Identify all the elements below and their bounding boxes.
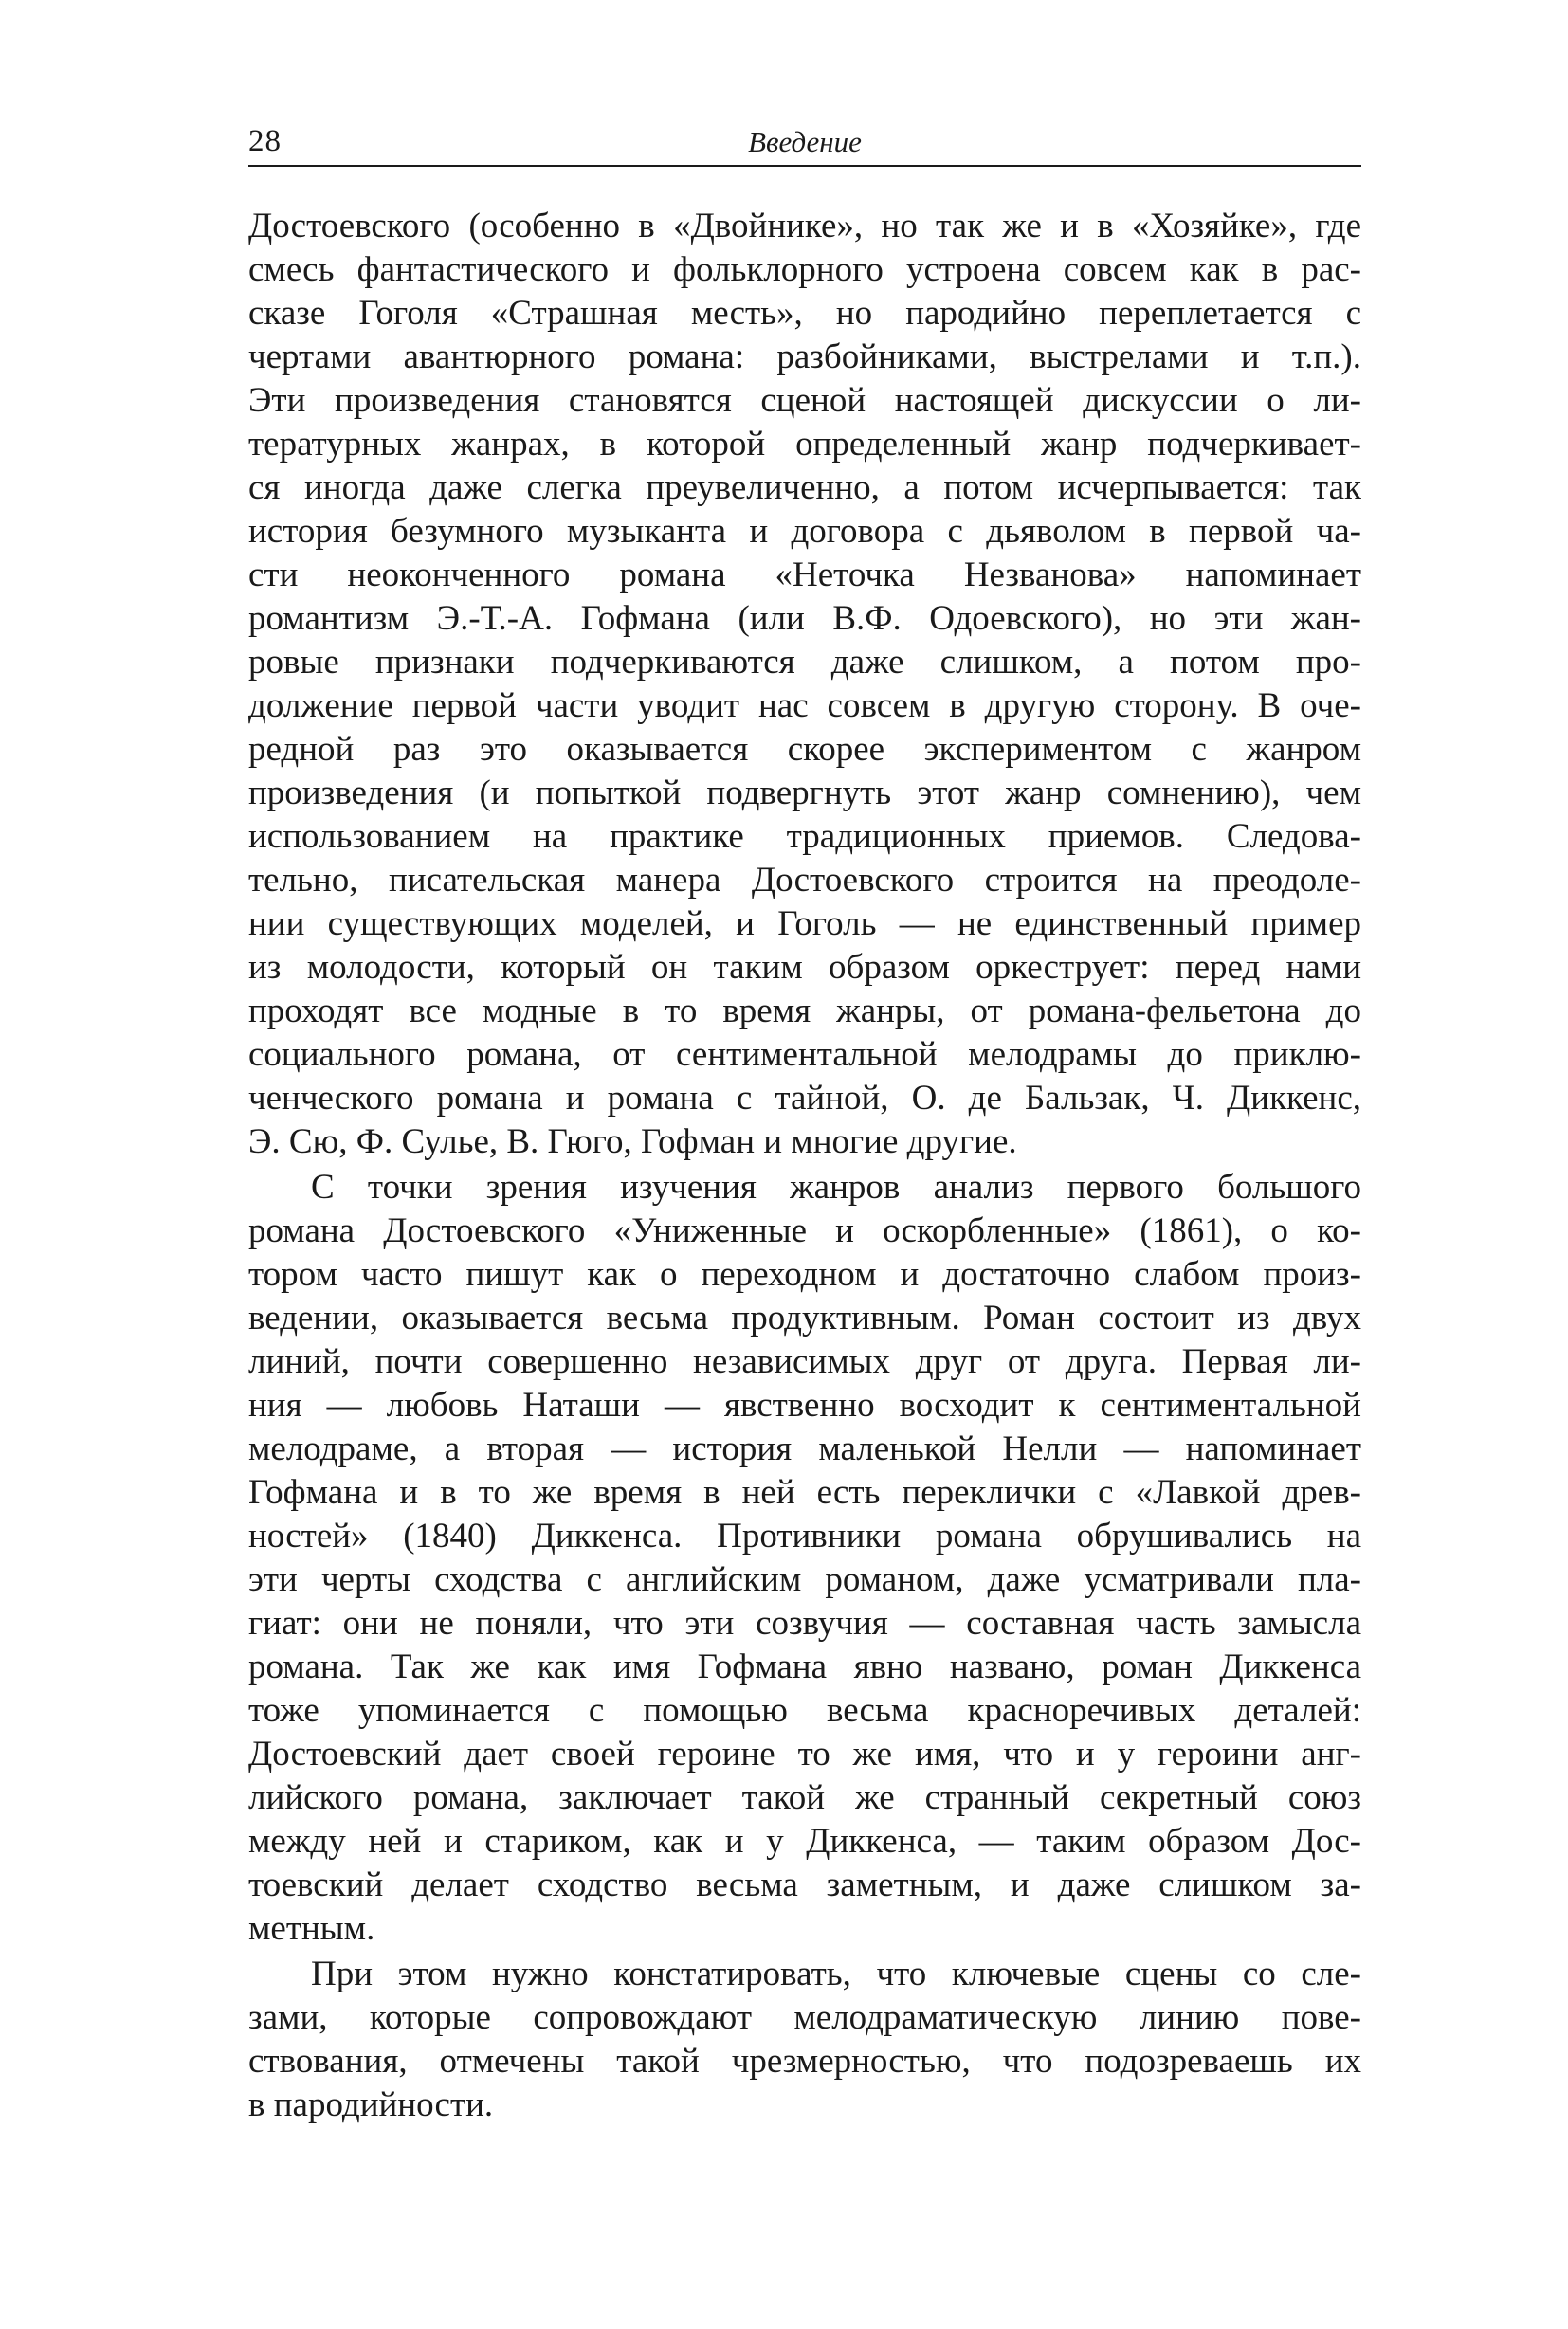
paragraph [248,1953,1361,2127]
text-line: романа. Так же как имя Гофмана явно названо, роман Диккенса [248,1647,1361,1686]
text-line: Гофмана и в то же время в ней есть переклички с «Лавкой древ- [248,1473,1361,1512]
text-line: между ней и стариком, как и у Диккенса, — таким образом Дос- [248,1822,1361,1861]
paragraph [248,205,1361,1164]
text-line: мелодраме, а вторая — история маленькой Нелли — напоминает [248,1429,1361,1468]
text-line: проходят все модные в то время жанры, от романа-фельетона до [248,992,1361,1030]
text-line: история безумного музыканта и договора с дьяволом в первой ча- [248,512,1361,551]
text-line: редной раз это оказывается скорее экспериментом с жанром [248,730,1361,769]
paragraph [248,1166,1361,1951]
text-line: тературных жанрах, в которой определенный жанр подчеркивает- [248,425,1361,464]
text-line: социального романа, от сентиментальной мелодрамы до приклю- [248,1035,1361,1074]
text-line: Достоевского (особенно в «Двойнике», но так же и в «Хозяйке», где [248,207,1361,246]
text-line: тоевский делает сходство весьма заметным, и даже слишком за- [248,1865,1361,1904]
text-line: тоже упоминается с помощью весьма красноречивых деталей: [248,1691,1361,1730]
text-line: ностей» (1840) Диккенса. Противники романа обрушивались на [248,1517,1361,1556]
text-line: ровые признаки подчеркиваются даже слишком, а потом про- [248,643,1361,682]
text-line: романа Достоевского «Униженные и оскорбленные» (1861), о ко- [248,1211,1361,1250]
text-line: сти неоконченного романа «Неточка Незванова» напоминает [248,555,1361,594]
text-line: романтизм Э.-Т.-А. Гофмана (или В.Ф. Одоевского), но эти жан- [248,599,1361,638]
text-line: Э. Сю, Ф. Сулье, В. Гюго, Гофман и многие другие. [248,1122,1017,1161]
text-line: гиат: они не поняли, что эти созвучия — составная часть замысла [248,1604,1361,1643]
text-line: ведении, оказывается весьма продуктивным. Роман состоит из двух [248,1299,1361,1337]
running-head [248,112,1361,167]
text-line: сказе Гоголя «Страшная месть», но пародийно переплетается с [248,294,1361,333]
text-line: Эти произведения становятся сценой настоящей дискуссии о ли- [248,381,1361,420]
text-line: ся иногда даже слегка преувеличенно, а потом исчерпывается: так [248,468,1361,507]
text-line: ствования, отмечены такой чрезмерностью, что подозреваешь их [248,2042,1361,2081]
text-line: должение первой части уводит нас совсем в другую сторону. В оче- [248,686,1361,725]
text-line: Достоевский дает своей героине то же имя, что и у героини анг- [248,1735,1361,1774]
body-text [248,205,1361,2127]
text-line: смесь фантастического и фольклорного устроена совсем как в рас- [248,250,1361,289]
text-line: тельно, писательская манера Достоевского строится на преодоле- [248,861,1361,900]
text-line: лийского романа, заключает такой же странный секретный союз [248,1778,1361,1817]
text-line: в пародийности. [248,2085,494,2124]
text-line: из молодости, который он таким образом оркеструет: перед нами [248,948,1361,987]
text-line: С точки зрения изучения жанров анализ первого большого [311,1168,1361,1207]
section-title: Введение [748,125,862,158]
text-line: чертами авантюрного романа: разбойниками, выстрелами и т.п.). [248,337,1361,376]
text-line: метным. [248,1909,375,1948]
text-line: линий, почти совершенно независимых друг от друга. Первая ли- [248,1342,1361,1381]
page-number: 28 [248,124,282,158]
text-line: использованием на практике традиционных приемов. Следова- [248,817,1361,856]
text-line: зами, которые сопровождают мелодраматическую линию пове- [248,1998,1361,2037]
text-line: нии существующих моделей, и Гоголь — не единственный пример [248,904,1361,943]
text-line: произведения (и попыткой подвергнуть этот жанр сомнению), чем [248,773,1361,812]
text-line: эти черты сходства с английским романом, даже усматривали пла- [248,1560,1361,1599]
text-line: ченческого романа и романа с тайной, О. де Бальзак, Ч. Диккенс, [248,1079,1361,1118]
book-page [248,112,1361,2127]
text-line: тором часто пишут как о переходном и достаточно слабом произ- [248,1255,1361,1294]
text-line: ния — любовь Наташи — явственно восходит к сентиментальной [248,1386,1361,1425]
text-line: При этом нужно констатировать, что ключевые сцены со сле- [311,1955,1361,1993]
